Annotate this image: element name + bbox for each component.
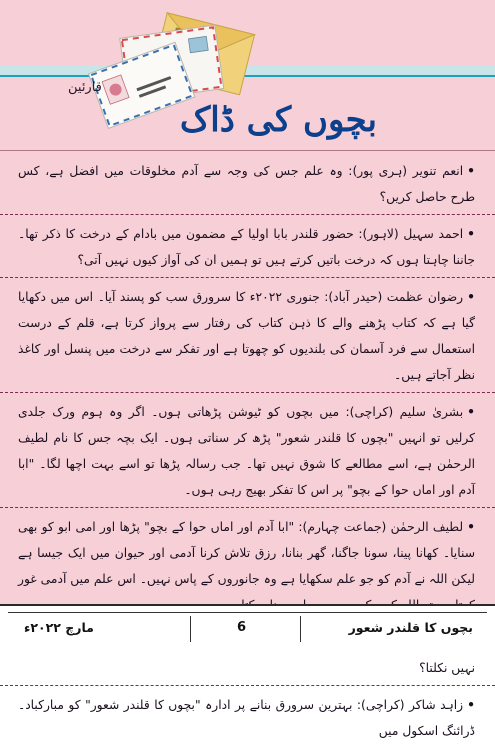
- footer-divider: [190, 616, 191, 642]
- bullet-icon: •: [467, 290, 475, 304]
- footer-date: مارچ ۲۰۲۲ء: [24, 620, 94, 635]
- letter-item: [0, 393, 495, 508]
- bullet-icon: •: [467, 520, 475, 534]
- letter-item: [0, 278, 495, 393]
- letter-text: بشریٰ سلیم (کراچی): میں بچوں کو ٹیوشن پڑھاتی ہوں۔ اگر وہ ہوم ورک جلدی کرلیں تو انہیں "بچوں کا قلندر شعور" پڑھ کر سناتی ہوں۔ ایک بچہ جس کا نام لطیف الرحمٰن ہے، اسے مطالعے کا شوق نہیں تھا۔ جب رسالہ پڑھا تو اسے بہت اچھا لگا۔ "ابا آدم اور اماں حوا کے بچو" پر اس کا تفکر بھیج رہی ہوں۔: [18, 405, 475, 497]
- letter-text: لطیف الرحمٰن (جماعت چہارم): "ابا آدم اور اماں حوا کے بچو" پڑھا اور امی ابو کو بھی سنایا۔ کھانا پینا، سونا جاگنا، گھر بنانا، رزق تلاش کرنا آدمی اور حیوان میں ایک جیسا ہے لیکن اللہ نے آدم کو جو علم سکھایا ہے وہ جانوروں کے پاس نہیں۔ اس علم میں آدمی غور: [18, 520, 475, 586]
- bullet-icon: •: [467, 164, 475, 178]
- letters-list: [0, 152, 495, 748]
- page-title: بچوں کی ڈاک: [179, 100, 377, 140]
- letter-item: [0, 686, 495, 748]
- letter-text: انعم تنویر (ہری پور): وہ علم جس کی وجہ سے آدم مخلوقات میں افضل ہے، کس طرح حاصل کریں؟: [18, 164, 475, 204]
- footer-rule: [8, 612, 487, 613]
- letter-item: [0, 215, 495, 278]
- letter-text: رضوان عظمت (حیدر آباد): جنوری ۲۰۲۲ء کا سرورق سب کو پسند آیا۔ اس میں دکھایا گیا ہے کہ کتاب پڑھنے والے کا ذہن کتاب کی رفتار سے پرواز کرتا ہے، قلم کے درست استعمال سے فرد آسمان کی بلندیوں کو چھوتا ہے اور تفکر سے درخت میں پنسل اور کاغذ نظر آجاتے ہیں۔: [18, 290, 475, 382]
- letter-text: نہیں نکلتا؟: [419, 661, 475, 675]
- page-number: 6: [237, 620, 247, 635]
- footer-divider: [300, 616, 301, 642]
- bullet-icon: •: [467, 405, 475, 419]
- footer-magazine-name: بچوں کا قلندر شعور: [348, 620, 473, 635]
- letter-item: [0, 152, 495, 215]
- letter-text: زاہد شاکر (کراچی): بہترین سرورق بنانے پر ادارہ "بچوں کا قلندر شعور" کو مبارکباد۔ ڈرائنگ اسکول میں: [18, 698, 475, 738]
- bullet-icon: •: [467, 698, 475, 712]
- readers-label: قارئین: [68, 80, 102, 95]
- title-divider: [0, 150, 495, 151]
- bullet-icon: •: [467, 227, 475, 241]
- page-footer: [0, 604, 495, 652]
- letter-text: احمد سہیل (لاہور): حضور قلندر بابا اولیا کے مضمون میں بادام کے درخت کا ذکر تھا۔ جاننا چاہتا ہوں کہ درخت باتیں کرتے ہیں تو ہمیں ان کی آواز کیوں نہیں آتی؟: [18, 227, 475, 267]
